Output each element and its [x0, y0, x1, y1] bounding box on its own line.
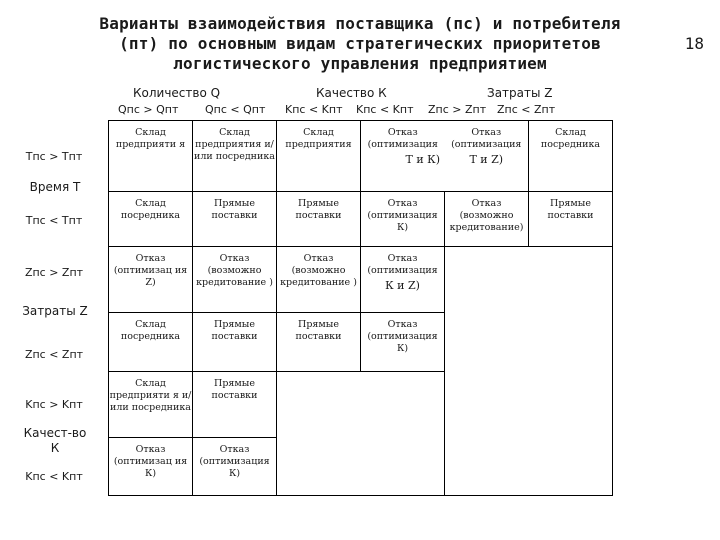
cell-cost-gt-1: Отказ (оптимизац ия Z) — [113, 253, 188, 288]
title-line-3: логистического управления предприятием — [173, 54, 547, 73]
table-cell — [193, 438, 277, 496]
slide-title — [40, 14, 680, 74]
header-quality: Качество К — [316, 86, 387, 100]
cell-quality-gt-2: Прямые поставки — [211, 378, 258, 401]
row-label-cost: Затраты Z — [22, 304, 88, 318]
table-cell — [109, 247, 193, 313]
header-cost: Затраты Z — [487, 86, 553, 100]
table-cell — [529, 121, 613, 192]
cell-time-gt-2: Склад предприятия и/или посредника — [194, 127, 275, 162]
cell-cost-lt-4: Отказ (оптимизация К) — [367, 319, 438, 354]
title-line-1: Варианты взаимодействия поставщика (пс) и потребителя — [99, 14, 621, 33]
table-cell — [445, 192, 529, 247]
cell-time-gt-4 — [361, 121, 445, 169]
table-cell — [277, 313, 361, 372]
table-cell — [277, 121, 361, 192]
title-line-2: (пт) по основным видам стратегических приоритетов — [119, 34, 601, 53]
subheader-k-lt-2: Kпс < Kпт — [356, 103, 414, 116]
cell-time-gt-6: Склад посредника — [540, 127, 601, 150]
cell-cost-lt-2: Прямые поставки — [211, 319, 258, 342]
subheader-z-gt: Zпс > Zпт — [428, 103, 487, 116]
cell-time-lt-2: Прямые поставки — [211, 198, 258, 221]
cell-time-gt-1: Склад предприяти я — [115, 127, 186, 150]
cell-cost-lt-3: Прямые поставки — [295, 319, 342, 342]
interaction-table — [108, 120, 613, 496]
header-quantity: Количество Q — [133, 86, 221, 100]
cell-quality-lt-2: Отказ (оптимизация К) — [199, 444, 270, 479]
table-cell — [529, 192, 613, 247]
cell-cost-gt-4-text: Отказ (оптимизация — [367, 253, 438, 276]
cell-cost-lt-1: Склад посредника — [120, 319, 181, 342]
row-label-z-lt: Zпс < Zпт — [24, 348, 84, 361]
table-cell — [193, 121, 277, 192]
row-label-quality: Качест-во К — [23, 426, 87, 455]
table-cell — [277, 247, 361, 313]
table-cell — [361, 192, 445, 247]
table-cell-empty — [445, 247, 613, 496]
cell-time-lt-6: Прямые поставки — [547, 198, 594, 221]
table-cell-empty — [277, 372, 445, 496]
table-cell — [361, 313, 445, 372]
row-label-k-gt: Kпс > Kпт — [25, 398, 83, 411]
row-label-z-gt: Zпс > Zпт — [24, 266, 84, 279]
cell-time-lt-4: Отказ (оптимизация К) — [367, 198, 438, 233]
cell-time-gt-5 — [445, 121, 529, 169]
table-cell — [109, 192, 193, 247]
table-cell — [361, 247, 445, 313]
subheader-q-lt: Qпс < Qпт — [205, 103, 266, 116]
cell-time-gt-merge-56: Т и Z) — [469, 153, 504, 166]
table-cell — [445, 121, 529, 192]
row-label-t-gt: Tпс > Tпт — [25, 150, 83, 163]
row-label-t-lt: Tпс < Tпт — [25, 214, 83, 227]
table-cell — [277, 192, 361, 247]
row-label-time: Время Т — [29, 180, 81, 194]
row-label-k-lt: Kпс < Kпт — [25, 470, 83, 483]
table-cell — [193, 247, 277, 313]
table-cell — [193, 192, 277, 247]
page-number: 18 — [684, 34, 704, 53]
table-cell — [193, 372, 277, 438]
cell-time-lt-1: Склад посредника — [120, 198, 181, 221]
cell-time-lt-5: Отказ (возможно кредитование) — [449, 198, 524, 233]
table-row — [109, 247, 613, 313]
table-cell — [109, 121, 193, 192]
subheader-q-gt: Qпс > Qпт — [118, 103, 179, 116]
cell-quality-gt-1: Склад предприяти я и/или посредника — [109, 378, 192, 413]
table-row — [109, 121, 613, 192]
cell-cost-gt-4 — [361, 247, 444, 295]
table-row — [109, 192, 613, 247]
cell-time-gt-3: Склад предприятия — [285, 127, 352, 150]
cell-time-gt-5-text: Отказ (оптимизация — [451, 127, 522, 150]
table-cell — [109, 372, 193, 438]
subheader-z-lt: Zпс < Zпт — [497, 103, 556, 116]
cell-cost-gt-merge-4: К и Z) — [385, 279, 420, 292]
cell-cost-gt-2: Отказ (возможно кредитование ) — [196, 253, 273, 288]
subheader-k-lt-1: Kпс < Kпт — [285, 103, 343, 116]
cell-time-gt-4-text: Отказ (оптимизация — [367, 127, 438, 150]
cell-time-lt-3: Прямые поставки — [295, 198, 342, 221]
cell-time-gt-merge-45: Т и К) — [405, 153, 440, 166]
table-cell — [361, 121, 445, 192]
table-cell — [109, 313, 193, 372]
table-cell — [109, 438, 193, 496]
cell-quality-lt-1: Отказ (оптимизац ия К) — [113, 444, 188, 479]
table-cell — [193, 313, 277, 372]
cell-cost-gt-3: Отказ (возможно кредитование ) — [280, 253, 357, 288]
